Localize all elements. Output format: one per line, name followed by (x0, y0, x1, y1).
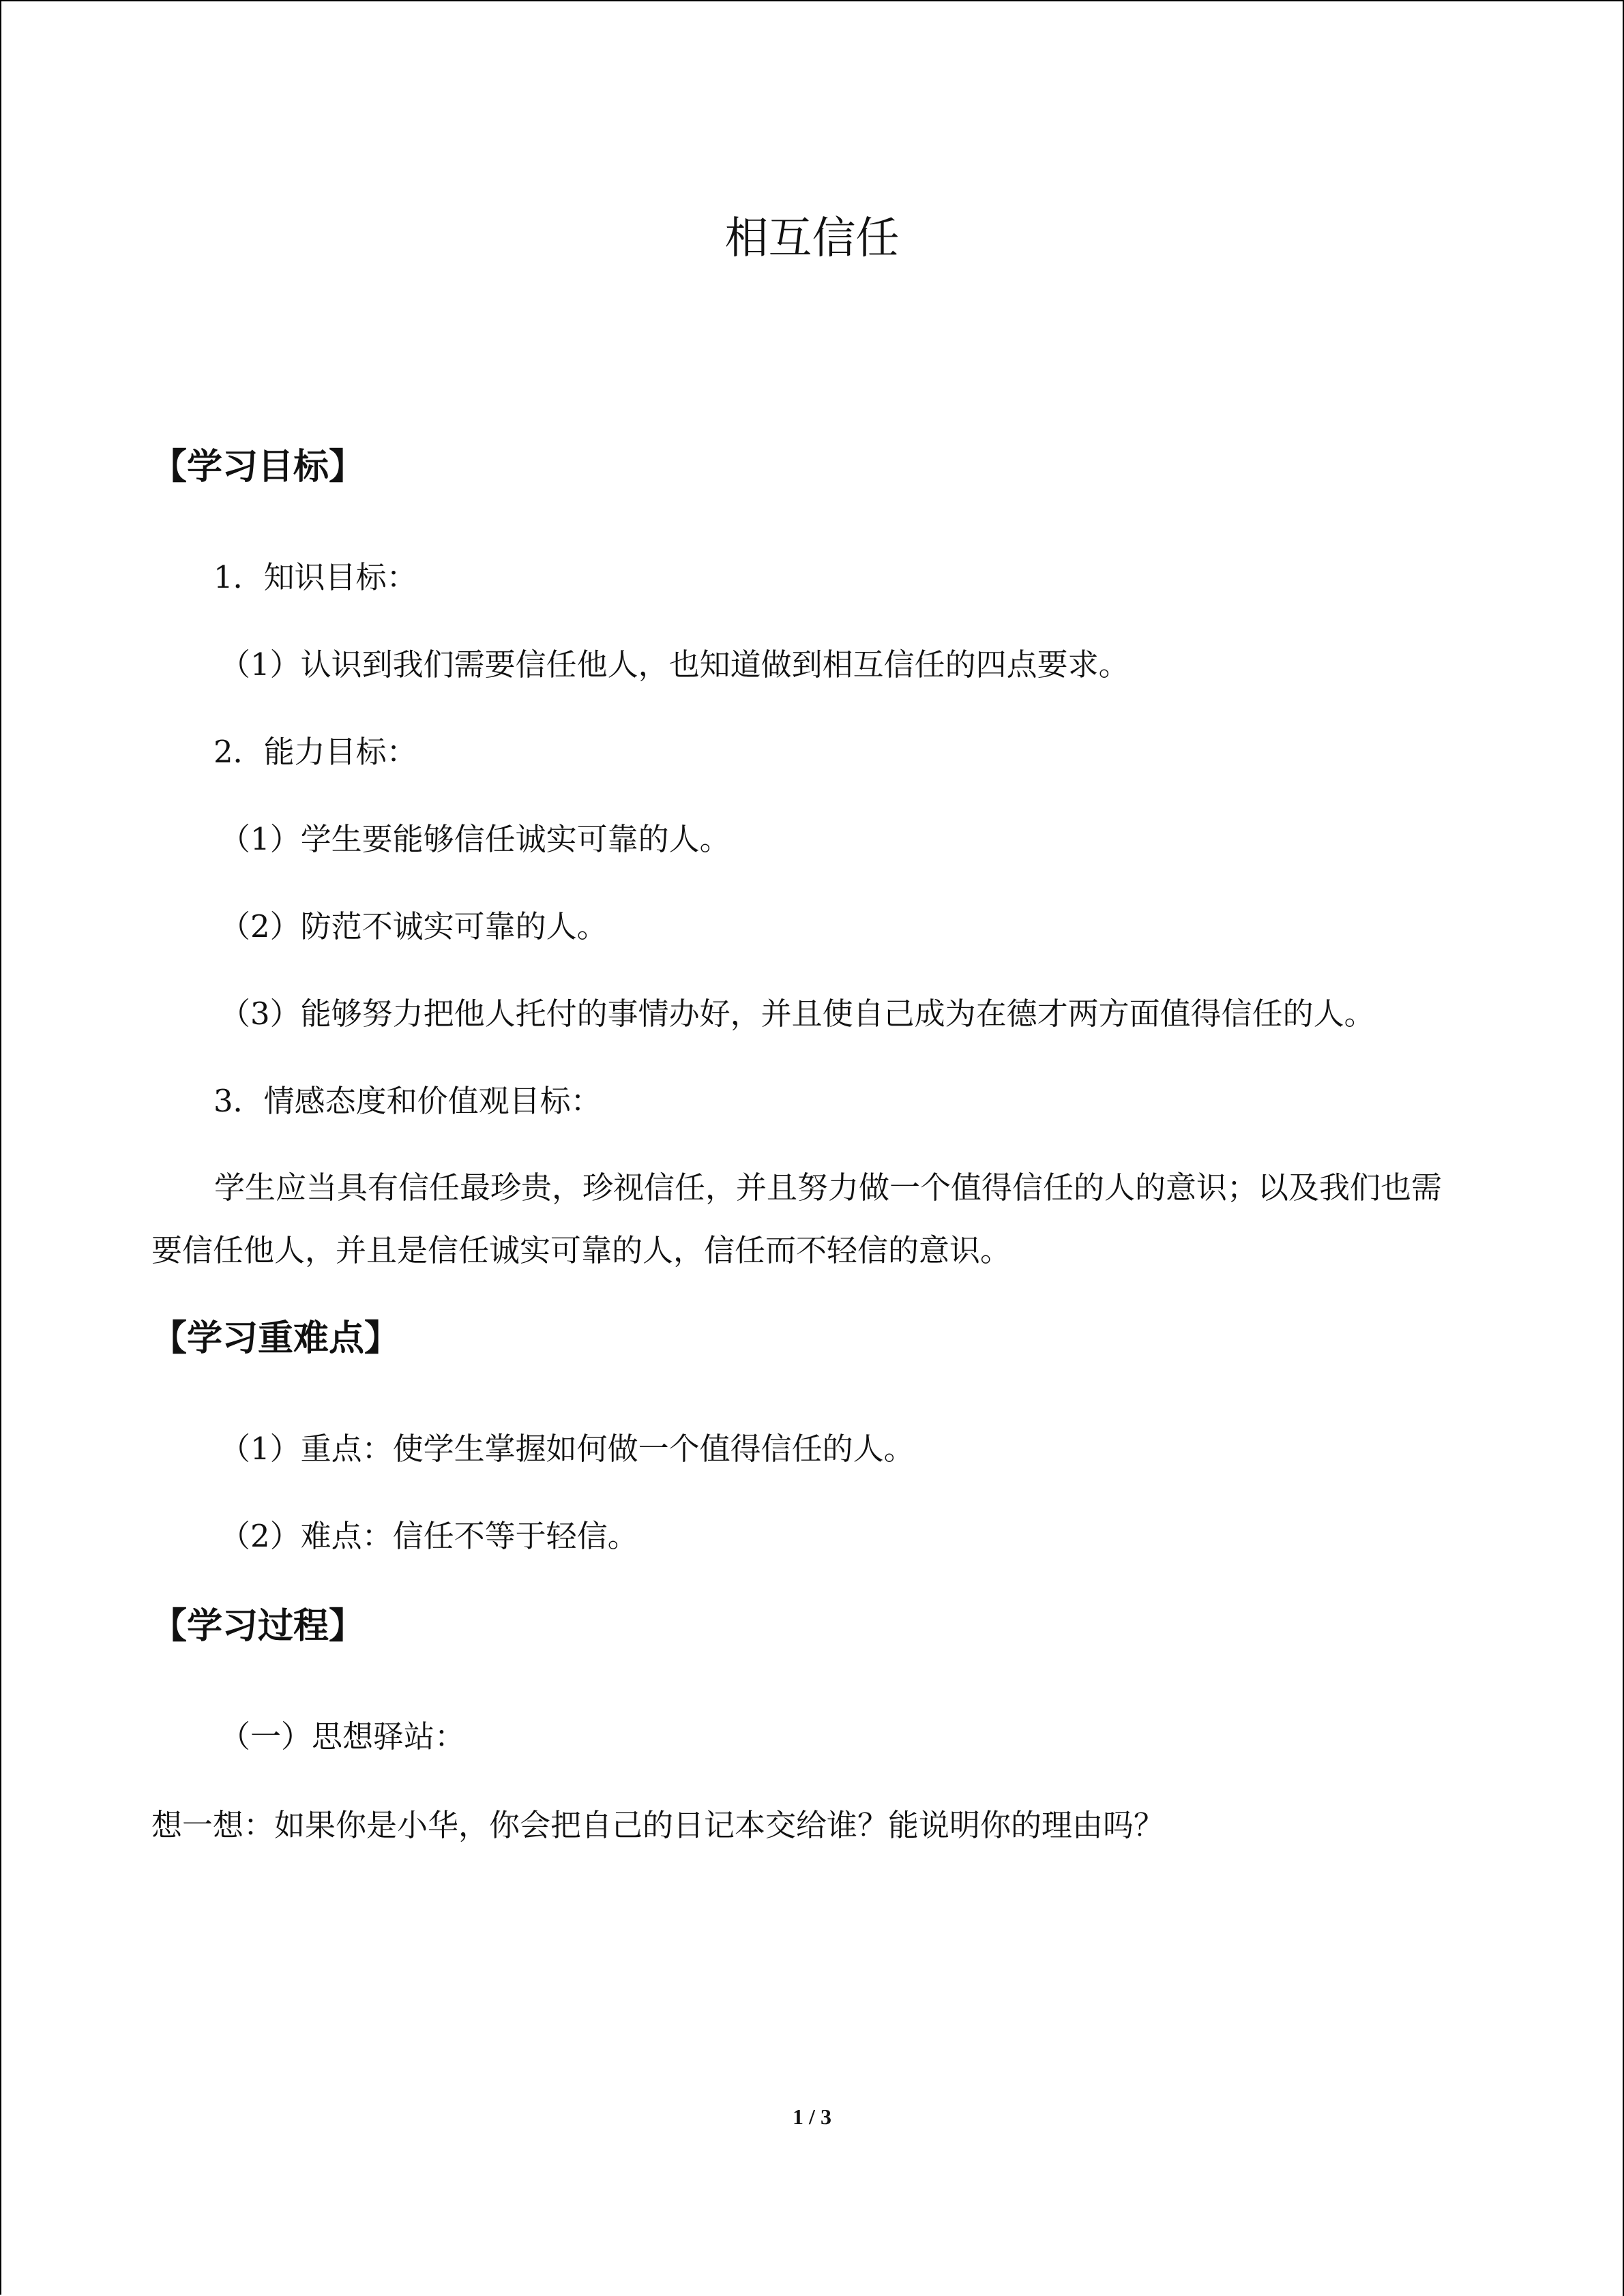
goal-attitude-label: 3．情感态度和价值观目标： (213, 1083, 602, 1119)
process-question: 想一想：如果你是小华，你会把自己的日记本交给谁？能说明你的理由吗？ (151, 1807, 1165, 1843)
document-title: 相互信任 (724, 213, 900, 264)
goal-ability-item-3: （3）能够努力把他人托付的事情办好，并且使自己成为在德才两方面值得信任的人。 (220, 996, 1375, 1032)
page-number: 1 / 3 (793, 2104, 831, 2129)
goal-ability-item-1: （1）学生要能够信任诚实可靠的人。 (220, 821, 730, 857)
goal-ability-item-2: （2）防范不诚实可靠的人。 (220, 908, 608, 944)
section-heading-learning-goals: 【学习目标】 (151, 447, 365, 488)
goal-attitude-paragraph: 学生应当具有信任最珍贵，珍视信任，并且努力做一个值得信任的人的意识；以及我们也需要信任他人，并且是信任诚实可靠的人，信任而不轻信的意识。 (151, 1169, 1443, 1268)
section-heading-learning-process: 【学习过程】 (151, 1606, 365, 1647)
key-point-item-1: （1）重点：使学生掌握如何做一个值得信任的人。 (220, 1431, 915, 1467)
goal-knowledge-item-1: （1）认识到我们需要信任他人，也知道做到相互信任的四点要求。 (220, 646, 1130, 683)
goal-ability-label: 2．能力目标： (213, 734, 417, 770)
process-subheading: （一）思想驿站： (220, 1718, 466, 1755)
section-heading-key-points: 【学习重难点】 (151, 1318, 400, 1359)
key-point-item-2: （2）难点：信任不等于轻信。 (220, 1518, 638, 1554)
goal-knowledge-label: 1．知识目标： (213, 559, 417, 595)
